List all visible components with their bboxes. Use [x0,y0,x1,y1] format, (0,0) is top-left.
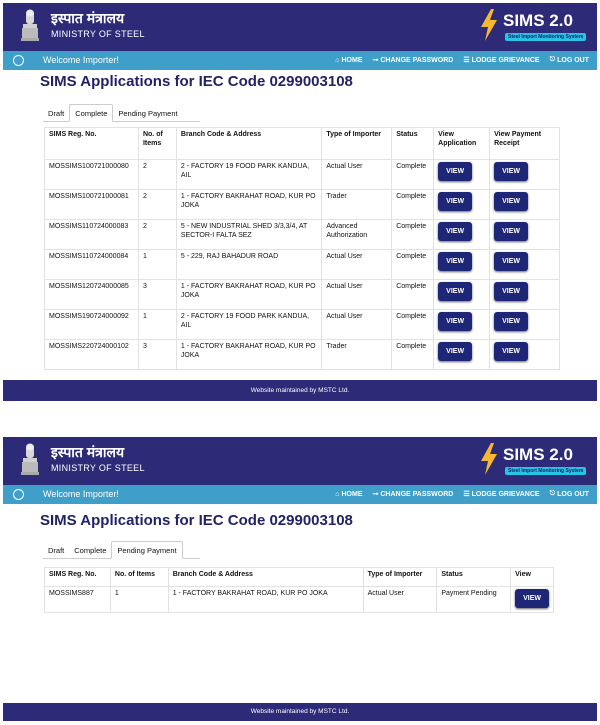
address-cell: 1 - FACTORY BAKRAHAT ROAD, KUR PO JOKA [176,280,321,310]
reg-no-cell: MOSSIMS190724000092 [45,310,139,340]
importer-type-cell: Trader [322,190,392,220]
app-subtitle-badge: Steel Import Monitoring System [505,467,586,475]
table-row [45,280,560,310]
user-icon [13,489,24,500]
importer-type-cell: Actual User [322,280,392,310]
view-receipt-button[interactable]: VIEW [494,222,528,241]
items-cell: 3 [138,280,176,310]
view-application-button[interactable]: VIEW [438,252,472,271]
lightning-bolt-icon [479,9,499,41]
reg-no-cell: MOSSIMS120724000085 [45,280,139,310]
importer-type-cell: Trader [322,340,392,370]
status-cell: Payment Pending [437,587,511,613]
table-row [45,587,554,613]
column-header: No. of Items [138,128,176,160]
column-header: Type of Importer [363,568,437,587]
table-row [45,310,560,340]
column-header: No. of Items [110,568,168,587]
nav-change-password-label: CHANGE PASSWORD [380,56,454,64]
nav-links [335,490,589,498]
tab-complete[interactable]: Complete [69,104,113,122]
tab-pending-payment[interactable]: Pending Payment [111,541,182,559]
nav-home-link[interactable] [335,56,362,64]
column-header: Branch Code & Address [176,128,321,160]
pending-payment-table [44,567,554,613]
nav-logout-link[interactable] [550,56,589,64]
status-cell: Complete [392,190,434,220]
address-cell: 5 - 229, RAJ BAHADUR ROAD [176,250,321,280]
nav-lodge-grievance-link[interactable] [463,56,539,64]
nav-lodge-grievance-label: LODGE GRIEVANCE [471,56,540,64]
logout-icon: ⎋ [549,490,556,497]
page-title: SIMS Applications for IEC Code 0299003108 [40,512,353,529]
screenshot-complete-tab [3,3,597,401]
ministry-name-english: MINISTRY OF STEEL [51,29,145,39]
view-application-cell [434,280,490,310]
column-header: SIMS Reg. No. [45,568,111,587]
header-bar [3,437,597,485]
column-header: Type of Importer [322,128,392,160]
welcome-text: Welcome Importer! [43,55,119,65]
view-receipt-button[interactable]: VIEW [494,312,528,331]
reg-no-cell: MOSSIMS100721000081 [45,190,139,220]
list-icon: ☰ [463,491,470,498]
column-header: Status [437,568,511,587]
screenshot-pending-payment-tab [3,437,597,721]
view-receipt-cell [490,220,560,250]
address-cell: 2 - FACTORY 19 FOOD PARK KANDUA, AIL [176,160,321,190]
address-cell: 1 - FACTORY BAKRAHAT ROAD, KUR PO JOKA [176,340,321,370]
app-title: SIMS 2.0 [503,445,573,464]
column-header: View Application [434,128,490,160]
address-cell: 1 - FACTORY BAKRAHAT ROAD, KUR PO JOKA [168,587,363,613]
status-cell: Complete [392,310,434,340]
national-emblem-icon [17,442,43,478]
importer-type-cell: Actual User [363,587,437,613]
status-cell: Complete [392,340,434,370]
user-icon [13,55,24,66]
view-receipt-cell [490,280,560,310]
ministry-name-english: MINISTRY OF STEEL [51,463,145,473]
logout-icon: ⎋ [549,56,556,63]
view-application-button[interactable]: VIEW [438,192,472,211]
importer-type-cell: Actual User [322,250,392,280]
view-receipt-button[interactable]: VIEW [494,342,528,361]
view-application-button[interactable]: VIEW [438,312,472,331]
nav-bar [3,51,597,70]
key-icon: ⊸ [372,491,379,498]
address-cell: 1 - FACTORY BAKRAHAT ROAD, KUR PO JOKA [176,190,321,220]
view-receipt-cell [490,190,560,220]
tab-bar [43,541,200,559]
address-cell: 2 - FACTORY 19 FOOD PARK KANDUA, AIL [176,310,321,340]
ministry-name-hindi: इस्पात मंत्रालय [51,10,125,26]
ministry-name-hindi: इस्पात मंत्रालय [51,444,125,460]
app-subtitle-badge: Steel Import Monitoring System [505,33,586,41]
list-icon: ☰ [463,57,470,64]
view-application-cell [434,220,490,250]
view-application-cell [434,250,490,280]
nav-home-label: HOME [341,490,363,498]
column-header: Status [392,128,434,160]
app-title: SIMS 2.0 [503,11,573,30]
view-receipt-cell [490,160,560,190]
nav-lodge-grievance-link[interactable] [463,490,539,498]
tab-pending-payment[interactable]: Pending Payment [118,109,178,118]
view-receipt-button[interactable]: VIEW [494,282,528,301]
items-cell: 1 [138,250,176,280]
tab-draft[interactable]: Draft [48,109,65,118]
home-icon: ⌂ [335,490,340,498]
welcome-text: Welcome Importer! [43,489,119,499]
status-cell: Complete [392,280,434,310]
address-cell: 5 - NEW INDUSTRIAL SHED 3/3,3/4, AT SECTOR-I FALTA SEZ [176,220,321,250]
column-header: SIMS Reg. No. [45,128,139,160]
reg-no-cell: MOSSIMS110724000084 [45,250,139,280]
items-cell: 1 [110,587,168,613]
view-cell [511,587,554,613]
view-application-cell [434,310,490,340]
view-receipt-button[interactable]: VIEW [494,192,528,211]
view-application-button[interactable]: VIEW [438,342,472,361]
table-row [45,160,560,190]
view-receipt-button[interactable]: VIEW [494,252,528,271]
view-application-cell [434,160,490,190]
column-header: Branch Code & Address [168,568,363,587]
reg-no-cell: MOSSIMS220724000102 [45,340,139,370]
view-application-cell [434,190,490,220]
items-cell: 2 [138,160,176,190]
table-row [45,190,560,220]
table-row [45,250,560,280]
status-cell: Complete [392,220,434,250]
items-cell: 1 [138,310,176,340]
nav-change-password-label: CHANGE PASSWORD [380,490,454,498]
reg-no-cell: MOSSIMS110724000083 [45,220,139,250]
header-bar [3,3,597,51]
nav-change-password-link[interactable] [372,56,453,64]
column-header: View Payment Receipt [490,128,560,160]
nav-logout-link[interactable] [550,490,589,498]
view-application-button[interactable]: VIEW [438,222,472,241]
status-cell: Complete [392,160,434,190]
nav-home-link[interactable] [335,490,362,498]
importer-type-cell: Actual User [322,160,392,190]
items-cell: 3 [138,340,176,370]
complete-applications-table [44,127,560,370]
table-row [45,340,560,370]
nav-logout-label: LOG OUT [557,490,589,498]
page-title: SIMS Applications for IEC Code 0299003108 [40,73,353,90]
nav-lodge-grievance-label: LODGE GRIEVANCE [471,490,540,498]
lightning-bolt-icon [479,443,499,475]
footer: Website maintained by MSTC Ltd. [3,380,597,401]
national-emblem-icon [17,8,43,44]
home-icon: ⌂ [335,56,340,64]
key-icon: ⊸ [372,57,379,64]
view-receipt-button[interactable]: VIEW [494,162,528,181]
view-application-cell [434,340,490,370]
tab-draft[interactable]: Draft [48,546,65,555]
reg-no-cell: MOSSIMS887 [45,587,111,613]
nav-logout-label: LOG OUT [557,56,589,64]
importer-type-cell: Actual User [322,310,392,340]
table-header-row [45,128,560,160]
view-application-button[interactable]: VIEW [438,162,472,181]
importer-type-cell: Advanced Authorization [322,220,392,250]
tab-bar [43,104,200,122]
table-row [45,220,560,250]
items-cell: 2 [138,220,176,250]
nav-change-password-link[interactable] [372,490,453,498]
table-header-row [45,568,554,587]
column-header: View [511,568,554,587]
reg-no-cell: MOSSIMS100721000080 [45,160,139,190]
items-cell: 2 [138,190,176,220]
view-receipt-cell [490,250,560,280]
nav-links [335,56,589,64]
view-receipt-cell [490,340,560,370]
nav-bar [3,485,597,504]
view-application-button[interactable]: VIEW [438,282,472,301]
status-cell: Complete [392,250,434,280]
footer: Website maintained by MSTC Ltd. [3,703,597,721]
view-button[interactable]: VIEW [515,589,549,608]
view-receipt-cell [490,310,560,340]
nav-home-label: HOME [341,56,363,64]
tab-complete[interactable]: Complete [74,546,107,555]
